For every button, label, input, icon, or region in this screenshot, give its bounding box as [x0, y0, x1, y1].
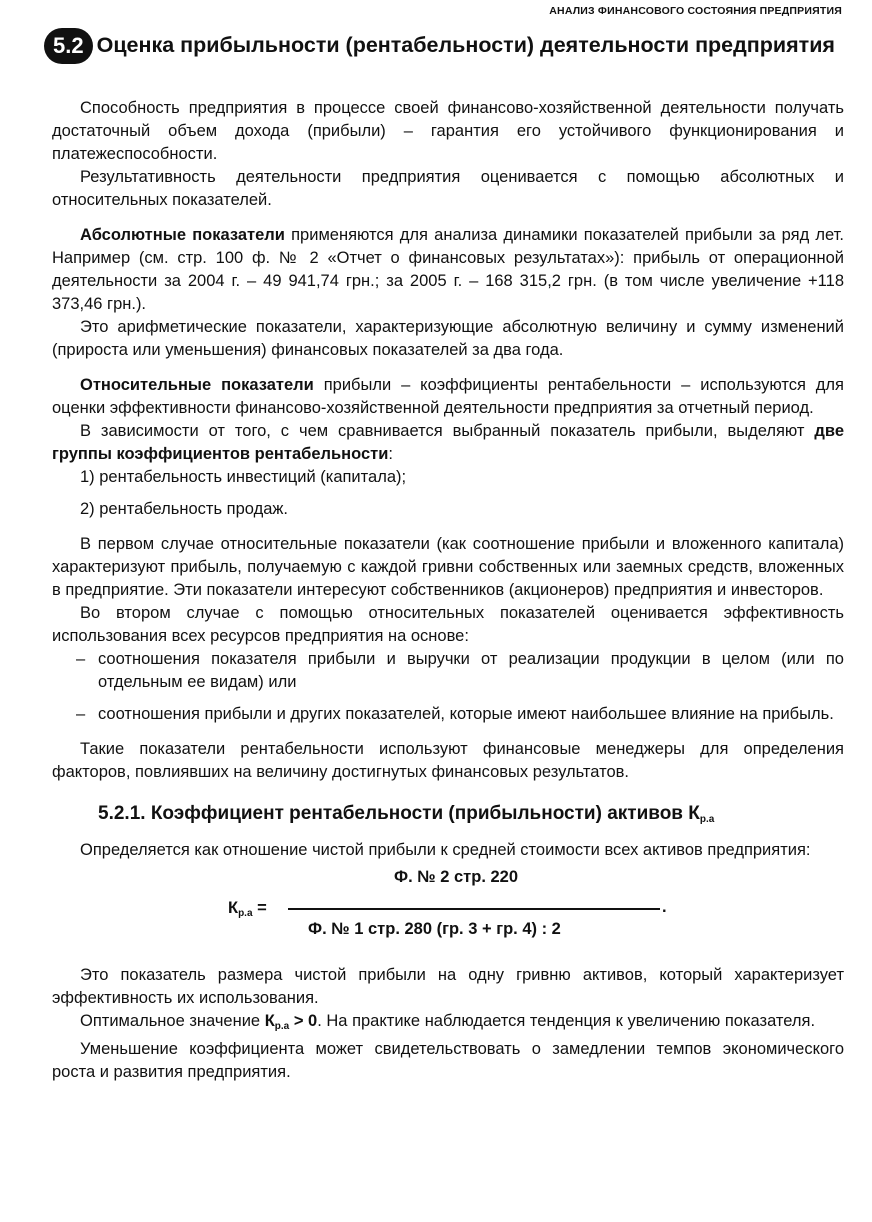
paragraph-managers: Такие показатели рентабельности используют финансовые менеджеры для определения факторов, повлиявших на величину достигнутых финансовых результатов. [52, 740, 844, 781]
paragraph-groups [52, 420, 844, 466]
section-number-badge: 5.2 [44, 28, 93, 64]
relative-text: прибыли – коэффициенты рентабельности – используются для оценки эффективности финансово-хозяйственной деятельности предприятия за отчетный период. [52, 376, 844, 417]
paragraph-effectiveness: Результативность деятельности предприятия оценивается с помощью абсолютных и относительных показателей. [52, 168, 844, 209]
dash-bullet: – [76, 705, 86, 723]
optimal-text-start: Оптимальное значение [80, 1012, 265, 1030]
term-groups: две группы коэффициентов рентабельности [52, 422, 844, 463]
paragraph-first-case: В первом случае относительные показатели (как соотношение прибыли и вложенного капитала) характеризуют прибыль, получаемую с каждой гривни собственных или заемных средств, вложенных в предприятие. Эти показатели интересуют собственников (акционеров) предприятия и инвесторов. [52, 535, 844, 599]
dash-item-other-text: соотношения прибыли и других показателей, которые имеют наибольшее влияние на прибыль. [98, 705, 834, 723]
formula-equals: = [252, 899, 267, 917]
paragraph-arithmetic: Это арифметические показатели, характеризующие абсолютную величину и сумму изменений (прироста или уменьшения) финансовых показателей за два года. [52, 318, 844, 359]
dash-item-revenue-text: соотношения показателя прибыли и выручки от реализации продукции в целом (или по отдельным ее видам) или [98, 650, 844, 691]
paragraph-optimal-value [52, 1010, 844, 1038]
formula-end-mark: . [662, 898, 667, 916]
paragraph-net-profit: Это показатель размера чистой прибыли на одну гривню активов, который характеризует эффективность их использования. [52, 966, 844, 1007]
formula-lhs-symbol: К [228, 899, 239, 917]
formula-numerator: Ф. № 2 стр. 220 [394, 868, 519, 886]
formula [52, 866, 844, 954]
dash-item-revenue [52, 648, 844, 694]
dash-item-other [52, 703, 844, 726]
dash-bullet: – [76, 650, 86, 668]
running-head: АНАЛИЗ ФИНАНСОВОГО СОСТОЯНИЯ ПРЕДПРИЯТИЯ [549, 5, 842, 17]
optimal-k-subscript: р.а [274, 1021, 290, 1032]
subsection-subscript: р.а [699, 814, 715, 825]
term-absolute: Абсолютные показатели [80, 226, 285, 244]
term-relative: Относительные показатели [80, 376, 314, 394]
paragraph-second-case: Во втором случае с помощью относительных показателей оценивается эффективность использования всех ресурсов предприятия на основе: [52, 604, 844, 645]
section-heading [44, 28, 844, 64]
subsection-title [52, 802, 844, 831]
subsection-title-text: 5.2.1. Коэффициент рентабельности (прибыльности) активов К [98, 803, 700, 824]
section-title: Оценка прибыльности (рентабельности) деятельности предприятия [96, 33, 835, 57]
optimal-condition: > 0 [289, 1012, 318, 1030]
paragraph-absolute [52, 224, 844, 316]
groups-text-start: В зависимости от того, с чем сравнивается выбранный показатель прибыли, выделяют [80, 422, 815, 440]
paragraph-ability: Способность предприятия в процессе своей финансово-хозяйственной деятельности получать достаточный объем дохода (прибыли) – гарантия его устойчивого функционирования и платежеспособности. [52, 99, 844, 163]
formula-lhs-subscript: р.а [238, 908, 253, 919]
fraction-bar [288, 908, 660, 910]
optimal-text-end: . На практике наблюдается тенденция к увеличению показателя. [317, 1012, 816, 1030]
list-item-sales: 2) рентабельность продаж. [80, 500, 289, 518]
list-item-investments: 1) рентабельность инвестиций (капитала); [80, 468, 407, 486]
paragraph-relative [52, 374, 844, 420]
optimal-k-symbol: К [264, 1012, 275, 1030]
groups-text-end: : [388, 445, 393, 463]
paragraph-decrease: Уменьшение коэффициента может свидетельствовать о замедлении темпов экономического роста и развития предприятия. [52, 1040, 844, 1081]
absolute-text: применяются для анализа динамики показателей прибыли за ряд лет. Например (см. стр. 100 ф. № 2 «Отчет о финансовых результатах»): прибыль от операционной деятельности за 2004 г. – 49 941,74 грн.; за 2005 г. – 168 315,2 грн. (в том числе увеличение +118 373,46 грн.). [52, 226, 844, 313]
formula-intro: Определяется как отношение чистой прибыли к средней стоимости всех активов предприятия: [80, 841, 811, 859]
formula-denominator: Ф. № 1 стр. 280 (гр. 3 + гр. 4) : 2 [308, 920, 561, 938]
body-text [52, 97, 844, 1084]
formula-lhs [228, 897, 267, 925]
